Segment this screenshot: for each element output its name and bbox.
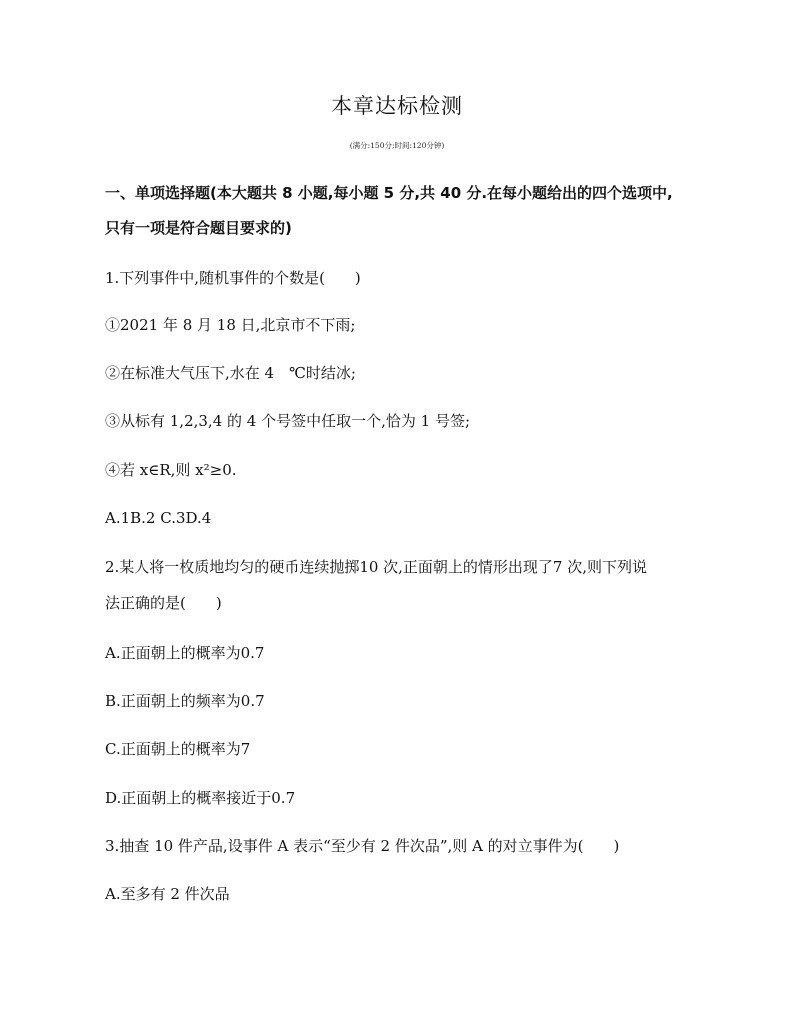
page-title: 本章达标检测: [331, 94, 463, 118]
q2-option-d: D.正面朝上的概率接近于0.7: [105, 789, 296, 807]
section-description-line2: 只有一项是符合题目要求的): [105, 219, 292, 237]
q2-option-c: C.正面朝上的概率为7: [105, 740, 251, 758]
section-heading-line: [105, 183, 673, 203]
q1-item3: ③从标有 1,2,3,4 的 4 个号签中任取一个,恰为 1 号签;: [105, 412, 470, 430]
q2-stem-line2: 法正确的是( ): [105, 594, 222, 612]
q1-item1: ①2021 年 8 月 18 日,北京市不下雨;: [105, 316, 356, 334]
q1-item2: ②在标准大气压下,水在 4 ℃时结冰;: [105, 364, 356, 382]
q1-item4: ④若 x∈R,则 x²≥0.: [105, 461, 237, 479]
section-description-line1: (本大题共 8 小题,每小题 5 分,共 40 分.在每小题给出的四个选项中,: [210, 184, 673, 202]
q3-stem: 3.抽查 10 件产品,设事件 A 表示“至少有 2 件次品”,则 A 的对立事件为( ): [105, 837, 620, 855]
q3-option-a: A.至多有 2 件次品: [105, 885, 230, 903]
q1-stem: 1.下列事件中,随机事件的个数是( ): [105, 269, 361, 287]
q2-option-a: A.正面朝上的概率为0.7: [105, 644, 265, 662]
q1-options: A.1B.2 C.3D.4: [105, 509, 212, 527]
section-heading: 一、单项选择题: [105, 184, 211, 202]
q2-stem-line1: 2.某人将一枚质地均匀的硬币连续抛掷10 次,正面朝上的情形出现了7 次,则下列说: [105, 558, 648, 576]
q2-option-b: B.正面朝上的频率为0.7: [105, 692, 265, 710]
exam-info: (满分:150分;时间:120分钟): [349, 141, 445, 150]
